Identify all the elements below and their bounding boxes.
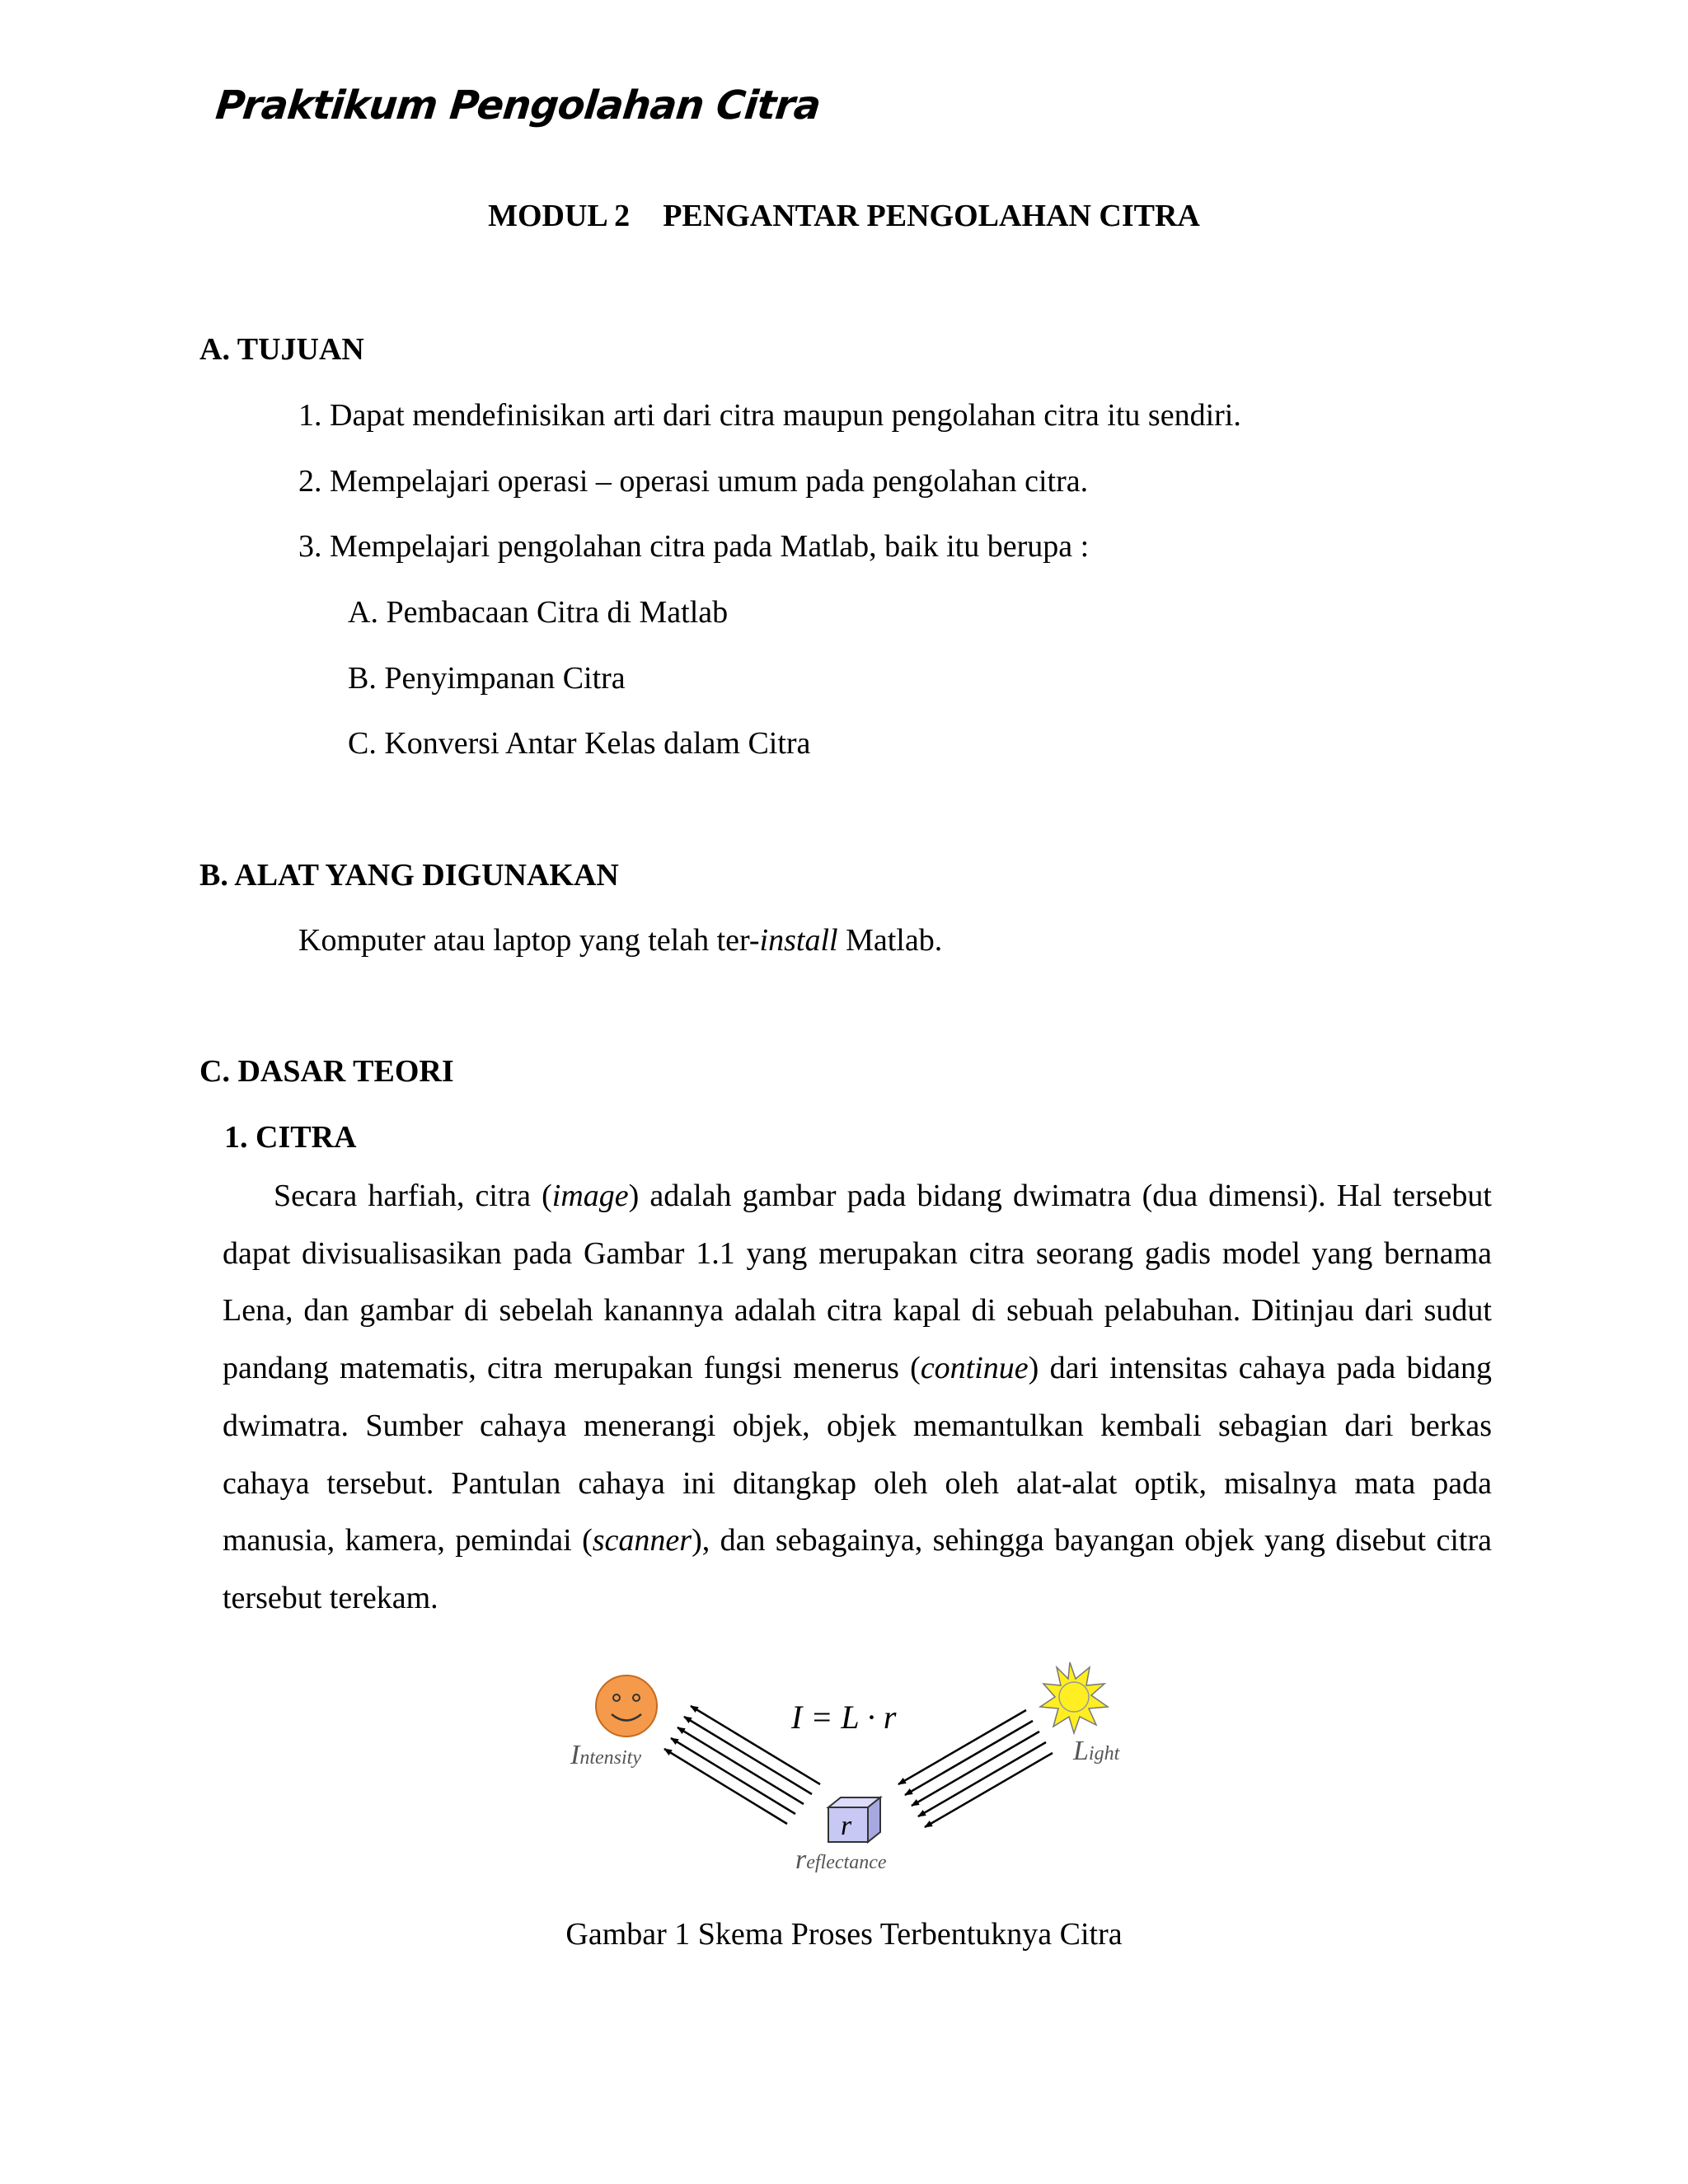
light-label: Light [1073, 1736, 1120, 1766]
section-a-heading: A. TUJUAN [199, 332, 364, 367]
citra-subheading: 1. CITRA [224, 1120, 357, 1155]
reflectance-box [828, 1797, 880, 1842]
module-number: MODUL 2 [488, 199, 631, 233]
objective-subitem-c: C. Konversi Antar Kelas dalam Citra [348, 726, 811, 761]
box-label: r [841, 1811, 852, 1841]
module-title [0, 198, 1688, 234]
section-c-heading: C. DASAR TEORI [199, 1054, 454, 1089]
smiley-face-icon [596, 1675, 657, 1736]
equation-label: I = L · r [791, 1699, 897, 1736]
objective-item-1: 1. Dapat mendefinisikan arti dari citra maupun pengolahan citra itu sendiri. [298, 398, 1241, 433]
image-formation-diagram [544, 1661, 1154, 1891]
tools-text: Komputer atau laptop yang telah ter-install Matlab. [298, 923, 943, 958]
intensity-label: Intensity [570, 1740, 641, 1770]
page-header: Praktikum Pengolahan Citra [213, 82, 823, 129]
objective-item-2: 2. Mempelajari operasi – operasi umum pada pengolahan citra. [298, 464, 1089, 499]
objective-item-3: 3. Mempelajari pengolahan citra pada Matlab, baik itu berupa : [298, 529, 1090, 564]
section-b-heading: B. ALAT YANG DIGUNAKAN [199, 858, 619, 893]
sun-icon [1040, 1662, 1108, 1733]
objective-subitem-b: B. Penyimpanan Citra [348, 661, 626, 696]
figure-caption: Gambar 1 Skema Proses Terbentuknya Citra [565, 1917, 1123, 1952]
reflectance-label: reflectance [795, 1844, 887, 1875]
objective-subitem-a: A. Pembacaan Citra di Matlab [348, 595, 729, 630]
citra-paragraph: Secara harfiah, citra (image) adalah gambar pada bidang dwimatra (dua dimensi). Hal tersebut dapat divisualisasikan pada Gambar 1.1 yang merupakan citra seorang gadis model yang bernama Lena, dan gambar di sebelah kanannya adalah citra kapal di sebuah pelabuhan. Ditinjau dari sudut pandang matematis, citra merupakan fungsi menerus (continue) dari intensitas cahaya pada bidang dwimatra. Sumber cahaya menerangi objek, objek memantulkan kembali sebagian dari berkas cahaya tersebut. Pantulan cahaya ini ditangkap oleh oleh alat-alat optik, misalnya mata pada manusia, kamera, pemindai (scanner), dan sebagainya, sehingga bayangan objek yang disebut citra tersebut terekam. [223, 1179, 1492, 1615]
incident-rays [898, 1710, 1053, 1827]
module-title-text: PENGANTAR PENGOLAHAN CITRA [663, 199, 1200, 233]
